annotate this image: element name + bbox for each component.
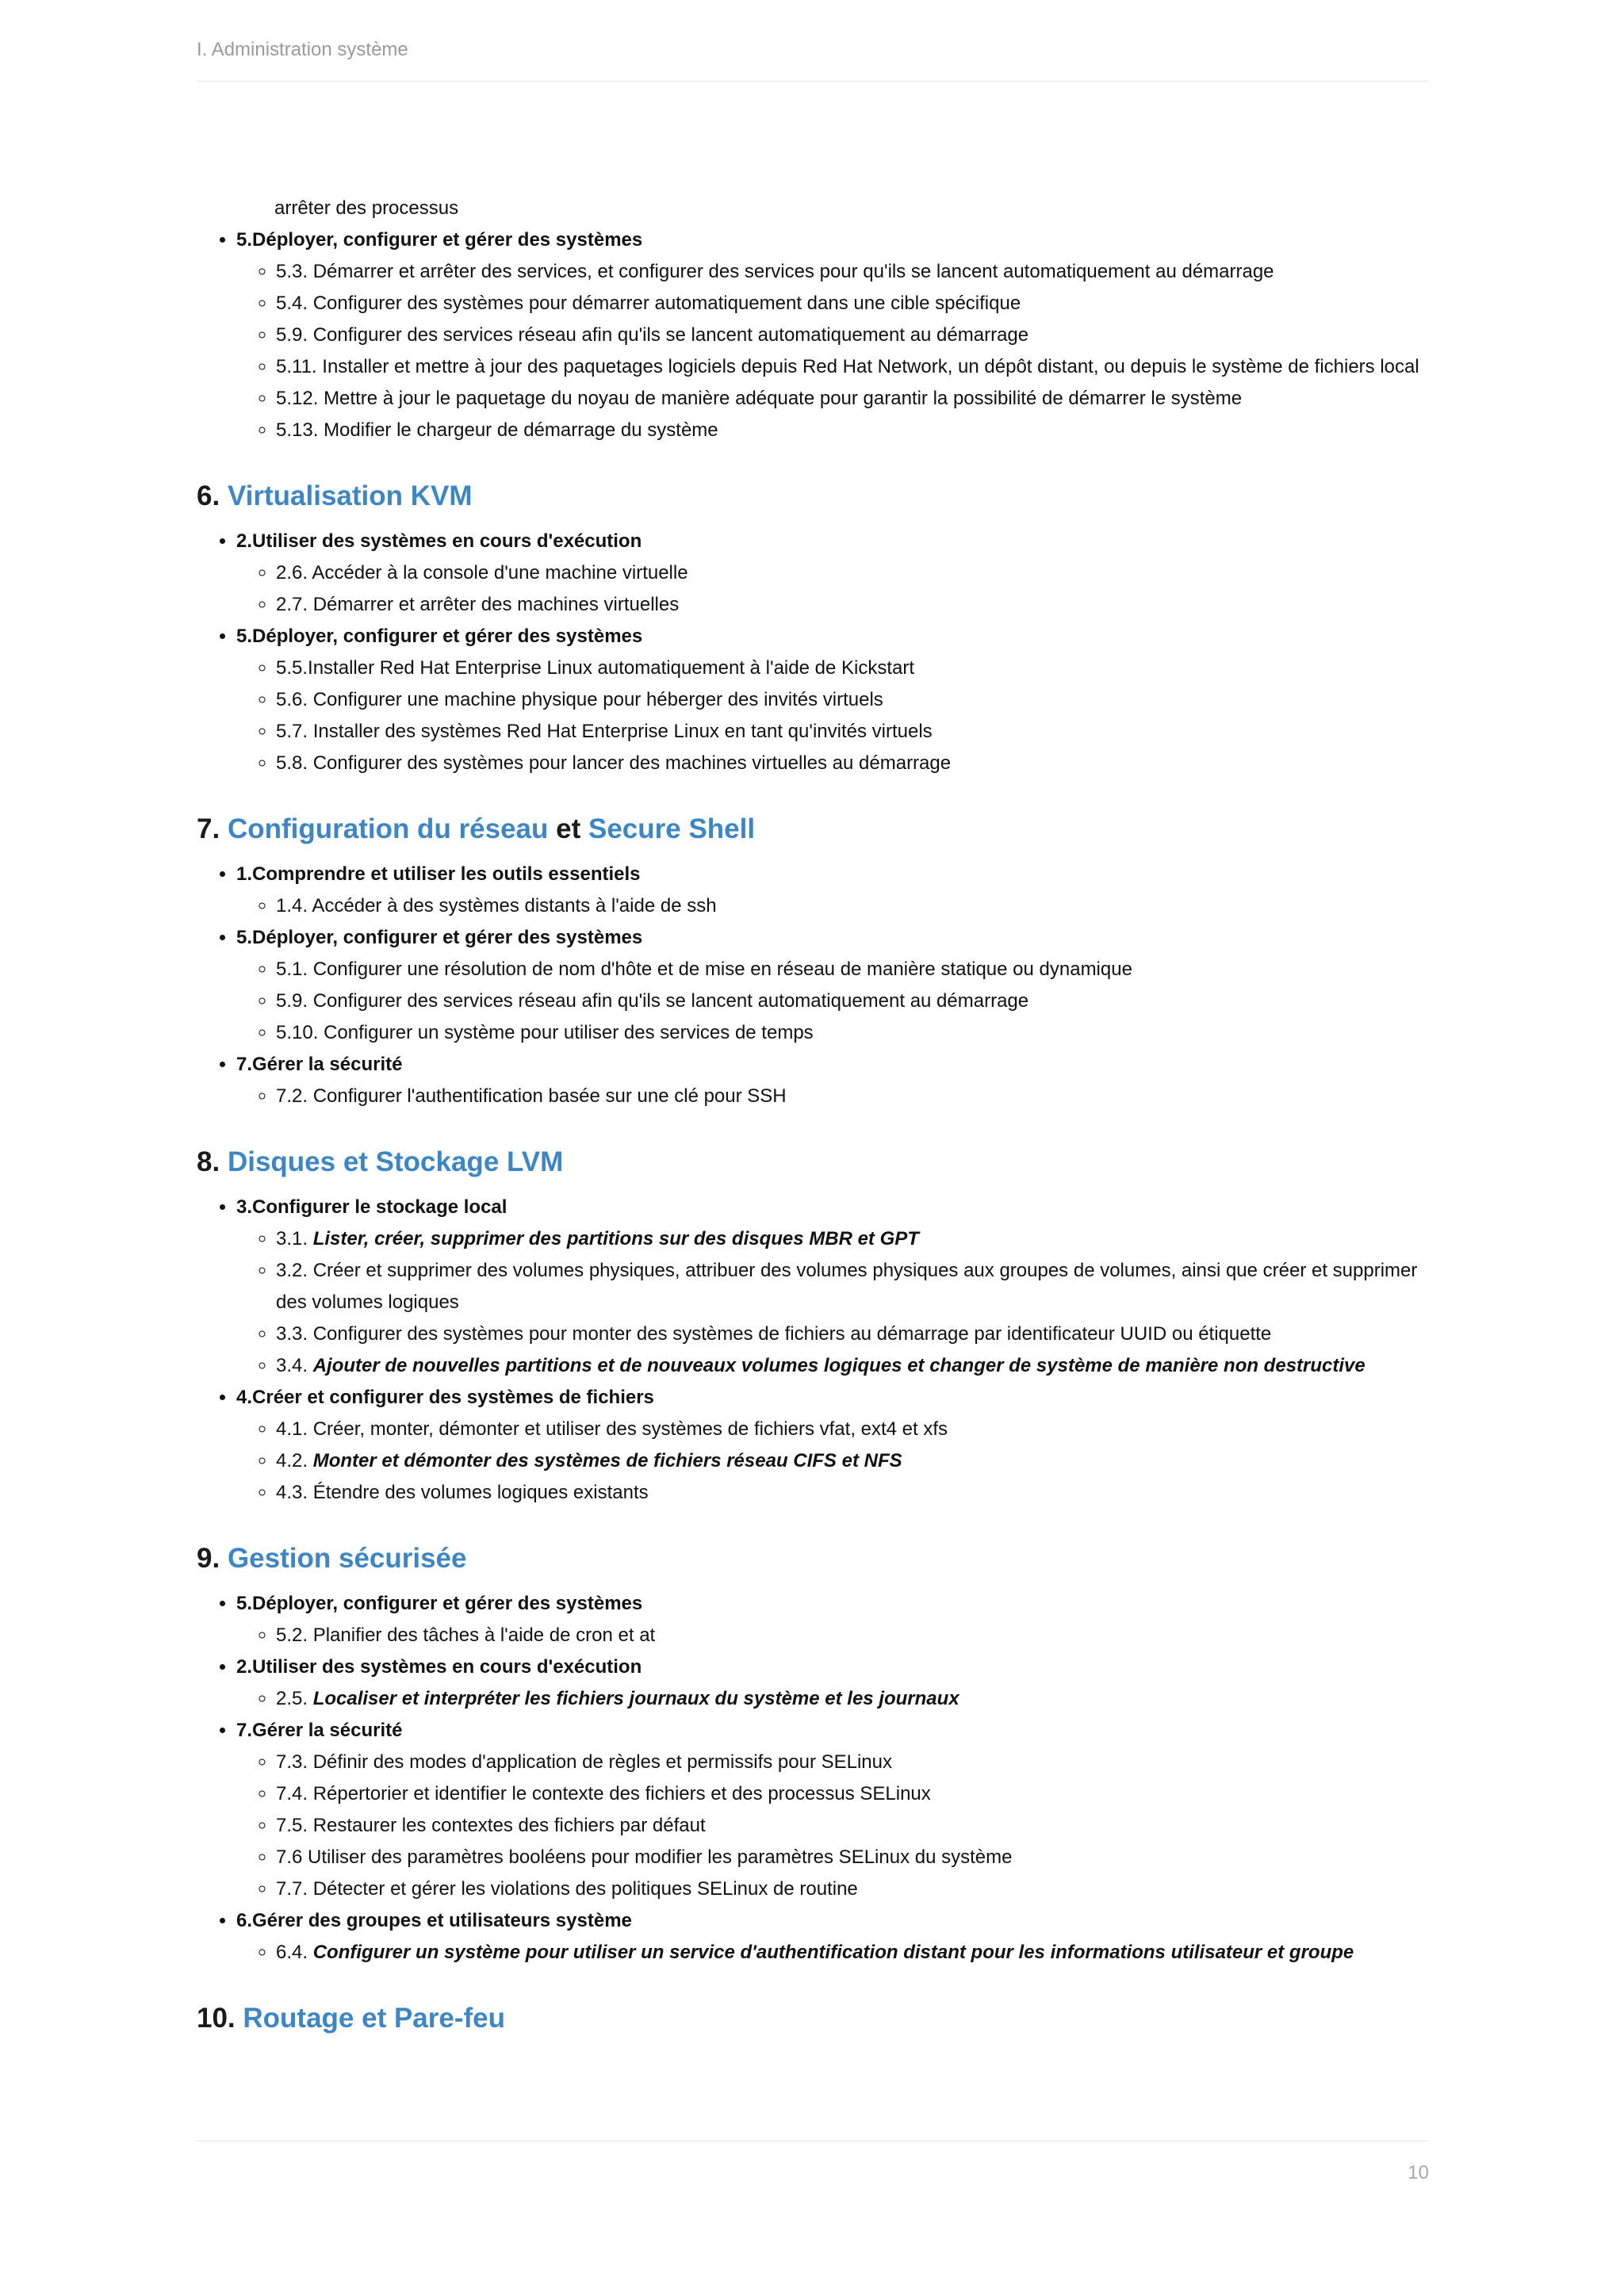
section-number: 6. [197,480,220,511]
objective-group [236,1049,1434,1112]
section-title-link: Gestion sécurisée [227,1543,467,1574]
objective-number: 5.13. [276,419,319,441]
objective-text: Créer, monter, démonter et utiliser des systèmes de fichiers vfat, ext4 et xfs [312,1418,948,1440]
objective-group-title: 4.Créer et configurer des systèmes de fichiers [236,1387,654,1408]
objective-group-title: 2.Utiliser des systèmes en cours d'exécution [236,1656,642,1678]
section [197,1509,1434,1969]
objective-items [236,1414,1434,1509]
objective-items [236,557,1434,621]
objective-item [276,1778,1434,1810]
objective-items [236,1223,1434,1382]
objective-number: 5.12. [276,388,319,409]
continuation-line: arrêter des processus [274,197,459,219]
objective-group [236,1192,1434,1382]
section-heading [197,1112,1434,1192]
section-number: 7. [197,813,220,844]
objective-item [276,1810,1434,1842]
objective-number: 2.6. [276,562,308,584]
section [197,1112,1434,1509]
document-body [197,193,1434,2048]
objective-items [236,1081,1434,1112]
objective-number: 7.2. [276,1085,308,1107]
objective-text: Répertorier et identifier le contexte des fichiers et des processus SELinux [312,1783,931,1804]
objective-number: 5.5. [276,657,308,679]
objective-group-title: 6.Gérer des groupes et utilisateurs système [236,1910,632,1931]
section-number: 9. [197,1543,220,1574]
objective-number: 7.4. [276,1783,308,1804]
section [197,1969,1434,2048]
objective-text: Détecter et gérer les violations des politiques SELinux de routine [312,1878,858,1900]
objective-number: 7.5. [276,1815,308,1836]
objective-number: 3.2. [276,1260,308,1281]
objective-text: Démarrer et arrêter des machines virtuelles [312,594,680,615]
objective-group [236,1715,1434,1905]
objective-text: Définir des modes d'application de règles et permissifs pour SELinux [312,1751,892,1773]
objective-number: 6.4. [276,1942,308,1963]
objective-item [276,985,1434,1017]
objective-text: Monter et démonter des systèmes de fichiers réseau CIFS et NFS [312,1450,902,1471]
objective-number: 3.4. [276,1355,308,1376]
objective-number: 3.3. [276,1323,308,1345]
objective-list [197,859,1434,1112]
section-title-link: Routage et Pare-feu [243,2003,506,2034]
objective-item [276,684,1434,716]
objective-text: Localiser et interpréter les fichiers journaux du système et les journaux [312,1688,959,1709]
objective-number: 5.9. [276,324,308,346]
objective-number: 5.2. [276,1624,308,1646]
objective-group-title: 3.Configurer le stockage local [236,1196,508,1218]
objective-group-title: 5.Déployer, configurer et gérer des systèmes [236,626,643,647]
objective-text: Restaurer les contextes des fichiers par défaut [312,1815,706,1836]
objective-text: Configurer des services réseau afin qu'ils se lancent automatiquement au démarrage [312,324,1029,346]
objective-number: 5.1. [276,959,308,980]
objective-item [276,1318,1434,1350]
objective-item [276,589,1434,621]
section [197,446,1434,779]
objective-item [276,1223,1434,1255]
objective-text: Configurer un système pour utiliser des services de temps [324,1022,814,1043]
objective-item [276,1873,1434,1905]
objective-group-title: 7.Gérer la sécurité [236,1720,403,1741]
sections-container [197,446,1434,2048]
objective-item [276,1414,1434,1445]
objective-group [236,859,1434,922]
objective-group [236,922,1434,1049]
objective-items [236,1937,1434,1969]
objective-item [276,748,1434,779]
objective-text: Accéder à des systèmes distants à l'aide de ssh [312,895,717,916]
objective-item [276,1350,1434,1382]
running-header-title: I. Administration système [197,39,408,60]
objective-items [236,652,1434,779]
objective-item [276,1445,1434,1477]
objective-item [276,1683,1434,1715]
objective-item [276,1081,1434,1112]
objective-text: Configurer des systèmes pour démarrer automatiquement dans une cible spécifique [312,293,1021,314]
objective-item [276,557,1434,589]
section-title-link: Disques et Stockage LVM [227,1146,564,1177]
objective-group-title: 7.Gérer la sécurité [236,1054,403,1075]
objective-group-title: 5.Déployer, configurer et gérer des systèmes [236,229,643,251]
objective-text: Configurer des systèmes pour monter des systèmes de fichiers au démarrage par identificateur UUID ou étiquette [312,1323,1272,1345]
objective-number: 7.3. [276,1751,308,1773]
objective-item [276,652,1434,684]
objective-text: Ajouter de nouvelles partitions et de nouveaux volumes logiques et changer de système de manière non destructive [312,1355,1365,1376]
objective-group-title: 5.Déployer, configurer et gérer des systèmes [236,1593,643,1614]
objective-text: Utiliser des paramètres booléens pour modifier les paramètres SELinux du système [308,1846,1013,1868]
objective-group [236,526,1434,621]
objective-text: Configurer des services réseau afin qu'ils se lancent automatiquement au démarrage [312,990,1029,1012]
section-title-link: Secure Shell [588,813,756,844]
objective-group-title: 2.Utiliser des systèmes en cours d'exécution [236,530,642,552]
objective-number: 1.4. [276,895,308,916]
objective-number: 5.8. [276,752,308,774]
objective-number: 5.10. [276,1022,319,1043]
objective-item [276,716,1434,748]
objective-items [236,1747,1434,1905]
objective-group [236,1905,1434,1969]
objective-list [197,1588,1434,1969]
objective-item [276,1937,1434,1969]
section-heading [197,779,1434,859]
objective-text: Mettre à jour le paquetage du noyau de manière adéquate pour garantir la possibilité de démarrer le système [324,388,1243,409]
objective-item [276,1017,1434,1049]
objective-text: Créer et supprimer des volumes physiques, attribuer des volumes physiques aux groupes de volumes, ainsi que créer et supprimer des volumes logiques [276,1260,1418,1313]
objective-text: Installer des systèmes Red Hat Enterprise Linux en tant qu'invités virtuels [312,721,933,742]
intro-objective-list [197,224,1434,446]
objective-number: 5.7. [276,721,308,742]
objective-items [236,256,1434,446]
objective-number: 2.7. [276,594,308,615]
objective-number: 5.11. [276,356,317,377]
objective-text: Démarrer et arrêter des services, et configurer des services pour qu'ils se lancent automatiquement au démarrage [312,261,1274,282]
objective-text: Lister, créer, supprimer des partitions sur des disques MBR et GPT [312,1228,919,1249]
objective-items [236,890,1434,922]
objective-number: 5.9. [276,990,308,1012]
objective-text: Configurer une résolution de nom d'hôte et de mise en réseau de manière statique ou dynamique [312,959,1132,980]
objective-items [236,1620,1434,1651]
objective-item [276,1477,1434,1509]
objective-item [276,256,1434,288]
objective-item [276,1255,1434,1318]
section-title-text: et [548,813,588,844]
objective-items [236,954,1434,1049]
objective-number: 5.6. [276,689,308,710]
objective-item [276,415,1434,446]
objective-number: 7.7. [276,1878,308,1900]
objective-group [236,1651,1434,1715]
objective-text: Configurer l'authentification basée sur une clé pour SSH [312,1085,787,1107]
objective-text: Accéder à la console d'une machine virtuelle [312,562,688,584]
objective-item [276,1842,1434,1873]
objective-number: 3.1. [276,1228,308,1249]
objective-text: Planifier des tâches à l'aide de cron et at [312,1624,656,1646]
objective-item [276,954,1434,985]
objective-group [236,1382,1434,1509]
objective-items [236,1683,1434,1715]
objective-text: Installer Red Hat Enterprise Linux automatiquement à l'aide de Kickstart [308,657,915,679]
objective-text: Configurer une machine physique pour héberger des invités virtuels [312,689,883,710]
objective-item [276,890,1434,922]
section-heading [197,1969,1434,2048]
objective-list [197,526,1434,779]
objective-item [276,1620,1434,1651]
objective-text: Configurer des systèmes pour lancer des machines virtuelles au démarrage [312,752,952,774]
section [197,779,1434,1112]
page-header [197,35,1429,82]
objective-number: 5.3. [276,261,308,282]
section-number: 10. [197,2003,236,2034]
section-heading [197,446,1434,526]
objective-number: 2.5. [276,1688,308,1709]
page-number: 10 [1408,2162,1429,2183]
objective-item [276,351,1434,383]
objective-group [236,621,1434,779]
section-title-link: Virtualisation KVM [227,480,473,511]
objective-text: Configurer un système pour utiliser un service d'authentification distant pour les informations utilisateur et groupe [312,1942,1354,1963]
objective-list [197,1192,1434,1509]
objective-text: Étendre des volumes logiques existants [312,1482,649,1503]
objective-number: 4.3. [276,1482,308,1503]
objective-item [276,288,1434,320]
objective-item [276,383,1434,415]
objective-item [276,320,1434,351]
objective-item [276,1747,1434,1778]
objective-group [236,224,1434,446]
objective-text: Modifier le chargeur de démarrage du système [324,419,718,441]
objective-group-title: 5.Déployer, configurer et gérer des systèmes [236,927,643,948]
objective-number: 4.2. [276,1450,308,1471]
objective-number: 4.1. [276,1418,308,1440]
objective-number: 5.4. [276,293,308,314]
objective-group [236,1588,1434,1651]
objective-text: Installer et mettre à jour des paquetages logiciels depuis Red Hat Network, un dépôt distant, ou depuis le système de fichiers local [322,356,1419,377]
objective-group-title: 1.Comprendre et utiliser les outils essentiels [236,863,641,885]
section-title-link: Configuration du réseau [227,813,549,844]
section-number: 8. [197,1146,220,1177]
objective-number: 7.6 [276,1846,303,1868]
section-heading [197,1509,1434,1588]
